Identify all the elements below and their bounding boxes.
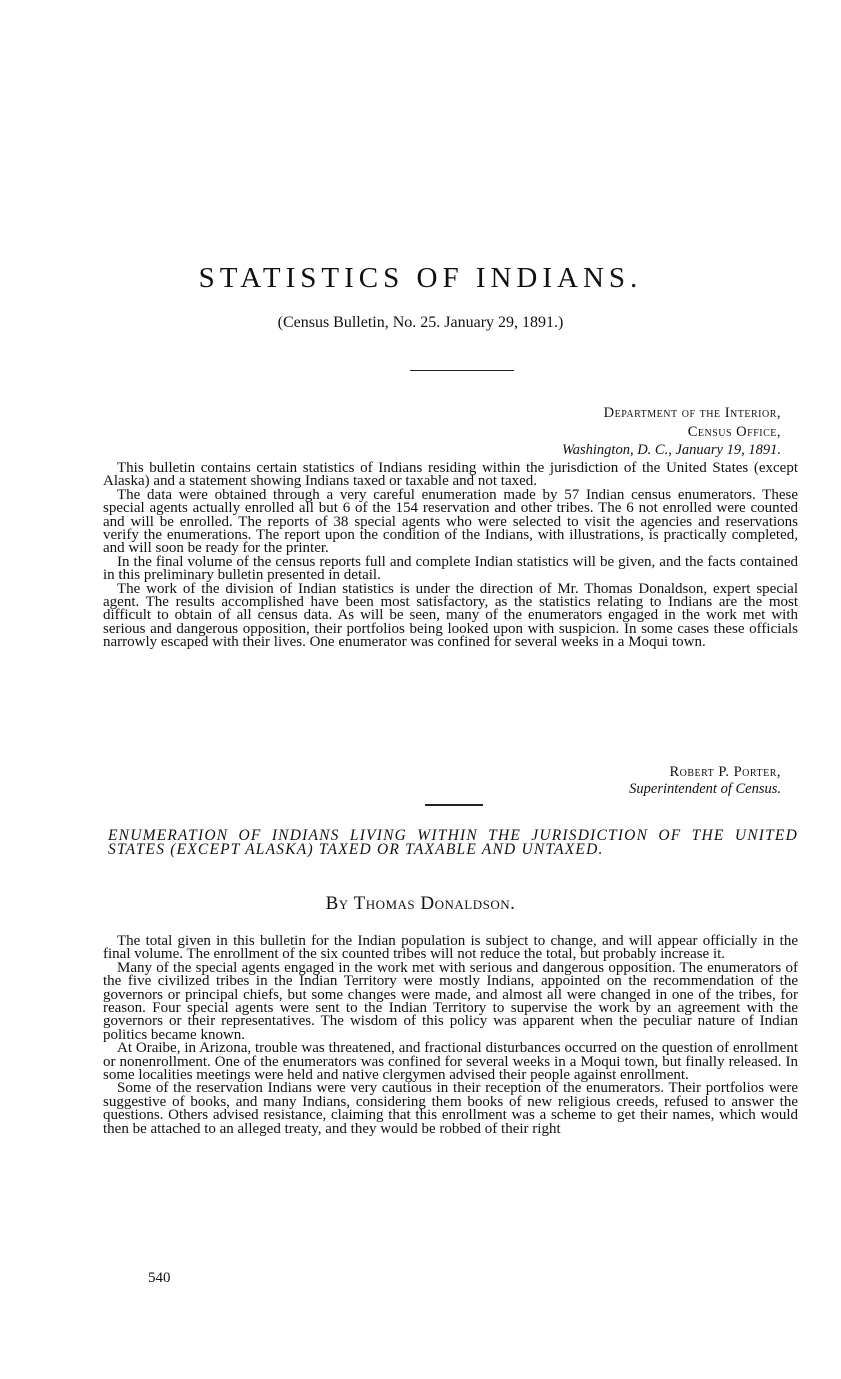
body-paragraph: Many of the special agents engaged in the work met with serious and dangerous opposition. The enumerators of the five civilized tribes in the Indian Territory were mostly Indians, appointed on the recommendation of the governors or principal chiefs, but some changes were made, and almost all were changed in one of the tribes, for reason. Four special agents were sent to the Indian Territory to supervise the work by an agreement with the governors or their representatives. The wisdom of this policy was apparent when the peculiar nature of Indian politics became known. <box>103 959 798 1043</box>
intro-paragraph: The work of the division of Indian statistics is under the direction of Mr. Thomas Donaldson, expert special agent. The results accomplished have been most satisfactory, as the statistics relating to Indians are the most difficult to obtain of all census data. As will be seen, many of the enumerators engaged in the work met with serious and dangerous opposition, their portfolios being looked upon with suspicion. In some cases these officials narrowly escaped with their lives. One enumerator was confined for several weeks in a Moqui town. <box>103 580 798 651</box>
dateline-place-date <box>562 442 781 459</box>
section-byline-text: By Thomas Donaldson. <box>325 893 516 914</box>
dateline-office-text: Census Office, <box>687 424 781 440</box>
body-paragraph: Some of the reservation Indians were very cautious in their reception of the enumerators. Their portfolios were suggestive of books, and many Indians, considering them books of new religious creeds, refused to answer the questions. Others advised resistance, claiming that this enrollment was a scheme to get their names, which would then be attached to an alleged treaty, and they would be robbed of their right <box>103 1080 798 1137</box>
dateline-department <box>604 405 781 422</box>
section-byline <box>0 893 841 915</box>
signature-role <box>629 781 781 798</box>
page-number: 540 <box>148 1270 171 1286</box>
divider-rule <box>410 370 514 371</box>
dateline-office <box>688 424 781 441</box>
page-title: STATISTICS OF INDIANS. <box>198 262 643 294</box>
divider-rule <box>425 804 483 806</box>
dateline-place-date-text: Washington, D. C., January 19, 1891. <box>562 442 781 458</box>
bulletin-subtitle: (Census Bulletin, No. 25. January 29, 1891.) <box>277 314 564 331</box>
intro-paragraph: The data were obtained through a very careful enumeration made by 57 Indian census enumerators. These special agents actually enrolled all but 6 of the 154 reservation and other tribes. The 6 not enrolled were counted and will be enrolled. The reports of 38 special agents who were selected to visit the agencies and reservations verify the enumerations. The report upon the condition of the Indians, with illustrations, is practically completed, and will soon be ready for the printer. <box>103 486 798 557</box>
body-paragraph: The total given in this bulletin for the Indian population is subject to change, and will appear officially in the final volume. The enrollment of the six counted tribes will not reduce the total, but probably increase it. <box>103 933 798 963</box>
dateline-department-text: Department of the Interior, <box>603 405 781 421</box>
intro-paragraph: This bulletin contains certain statistics of Indians residing within the jurisdiction of the United States (except Alaska) and a statement showing Indians taxed or taxable and not taxed. <box>103 460 798 490</box>
signature-role-text: Superintendent of Census. <box>629 781 781 797</box>
body-paragraph: At Oraibe, in Arizona, trouble was threatened, and fractional disturbances occurred on the question of enrollment or nonenrollment. One of the enumerators was confined for several weeks in a Moqui town, but finally released. In some localities meetings were held and native clergymen advised their people against enrollment. <box>103 1040 798 1084</box>
intro-paragraph: In the final volume of the census reports full and complete Indian statistics will be given, and the facts contained in this preliminary bulletin presented in detail. <box>103 553 798 584</box>
body-text-block <box>103 935 798 1136</box>
signature-name-text: Robert P. Porter, <box>669 764 781 780</box>
intro-text-block <box>103 462 798 650</box>
signature-name <box>669 764 781 781</box>
section-heading: ENUMERATION OF INDIANS LIVING WITHIN THE JURISDICTION OF THE UNITED STATES (EXCEPT ALASKA) TAXED OR TAXABLE AND UNTAXED. <box>108 827 798 858</box>
